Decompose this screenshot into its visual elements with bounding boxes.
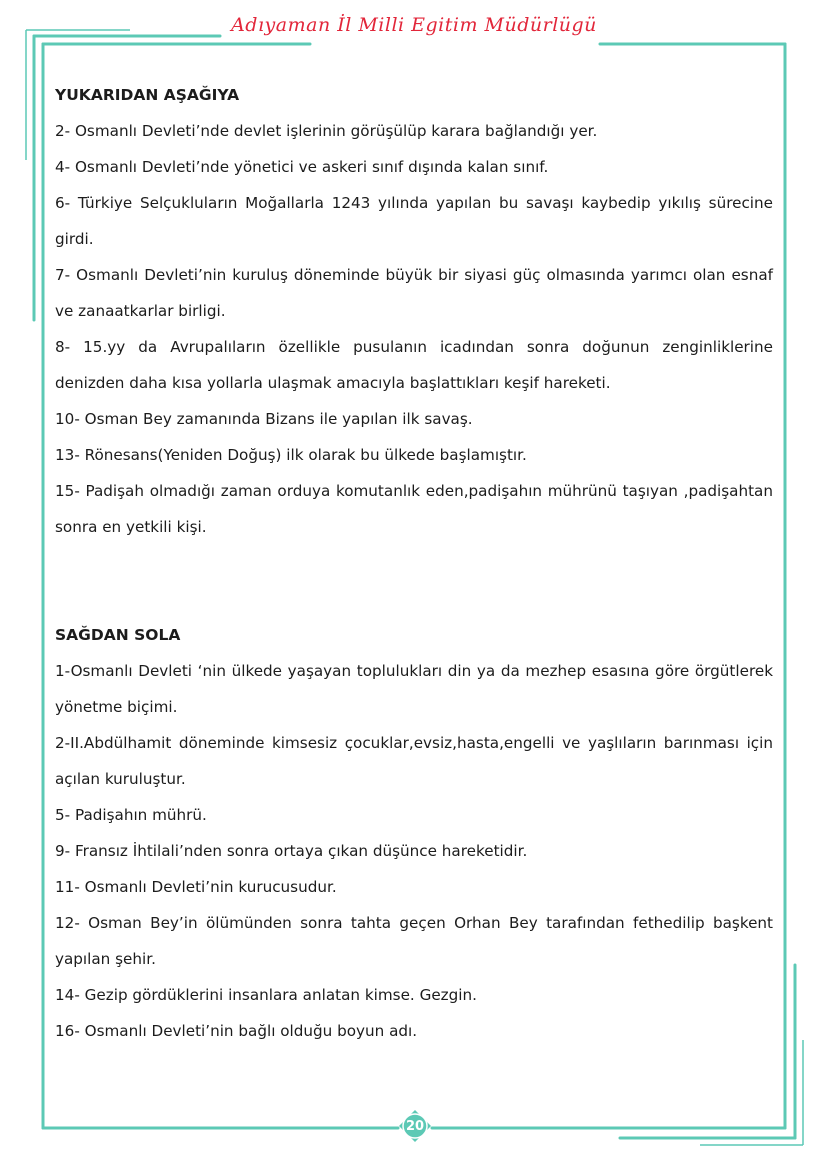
clue-down-4: 4- Osmanlı Devleti’nde yönetici ve askeri sınıf dışında kalan sınıf. <box>55 158 549 176</box>
clue-across-2: 2-II.Abdülhamit döneminde kimsesiz çocuklar,evsiz,hasta,engelli ve yaşlıların barınması için açılan kuruluştur. <box>55 734 773 788</box>
clue-across-5: 5- Padişahın mührü. <box>55 806 207 824</box>
page-number: 20 <box>405 1119 425 1134</box>
clue-down-6: 6- Türkiye Selçukluların Moğallarla 1243 yılında yapılan bu savaşı kaybedip yıkılış sürecine girdi. <box>55 194 773 248</box>
clue-across-14: 14- Gezip gördüklerini insanlara anlatan kimse. Gezgin. <box>55 986 477 1004</box>
clue-across-12: 12- Osman Bey’in ölümünden sonra tahta geçen Orhan Bey tarafından fethedilip başkent yapılan şehir. <box>55 914 773 968</box>
clue-down-7: 7- Osmanlı Devleti’nin kuruluş döneminde büyük bir siyasi güç olmasında yarımcı olan esnaf ve zanaatkarlar birligi. <box>55 266 773 320</box>
clue-across-16: 16- Osmanlı Devleti’nin bağlı olduğu boyun adı. <box>55 1022 418 1040</box>
clue-down-10: 10- Osman Bey zamanında Bizans ile yapılan ilk savaş. <box>55 410 473 428</box>
clue-down-8: 8- 15.yy da Avrupalıların özellikle pusulanın icadından sonra doğunun zenginliklerine denizden daha kısa yollarla ulaşmak amacıyla başlattıkları keşif hareketi. <box>55 338 773 392</box>
clue-down-13: 13- Rönesans(Yeniden Doğuş) ilk olarak bu ülkede başlamıştır. <box>55 446 527 464</box>
page-content <box>55 77 773 1049</box>
clue-across-11: 11- Osmanlı Devleti’nin kurucusudur. <box>55 878 337 896</box>
section-title-down: YUKARIDAN AŞAĞIYA <box>55 86 240 104</box>
clue-across-9: 9- Fransız İhtilali’nden sonra ortaya çıkan düşünce hareketidir. <box>55 842 528 860</box>
clue-across-1: 1-Osmanlı Devleti ‘nin ülkede yaşayan toplulukları din ya da mezhep esasına göre örgütlerek yönetme biçimi. <box>55 662 773 716</box>
section-title-across: SAĞDAN SOLA <box>55 626 181 644</box>
clue-down-2: 2- Osmanlı Devleti’nde devlet işlerinin görüşülüp karara bağlandığı yer. <box>55 122 598 140</box>
header-title: Adıyaman İl Milli Egitim Müdürlügü <box>231 14 597 36</box>
clue-down-15: 15- Padişah olmadığı zaman orduya komutanlık eden,padişahın mührünü taşıyan ,padişahtan sonra en yetkili kişi. <box>55 482 773 536</box>
